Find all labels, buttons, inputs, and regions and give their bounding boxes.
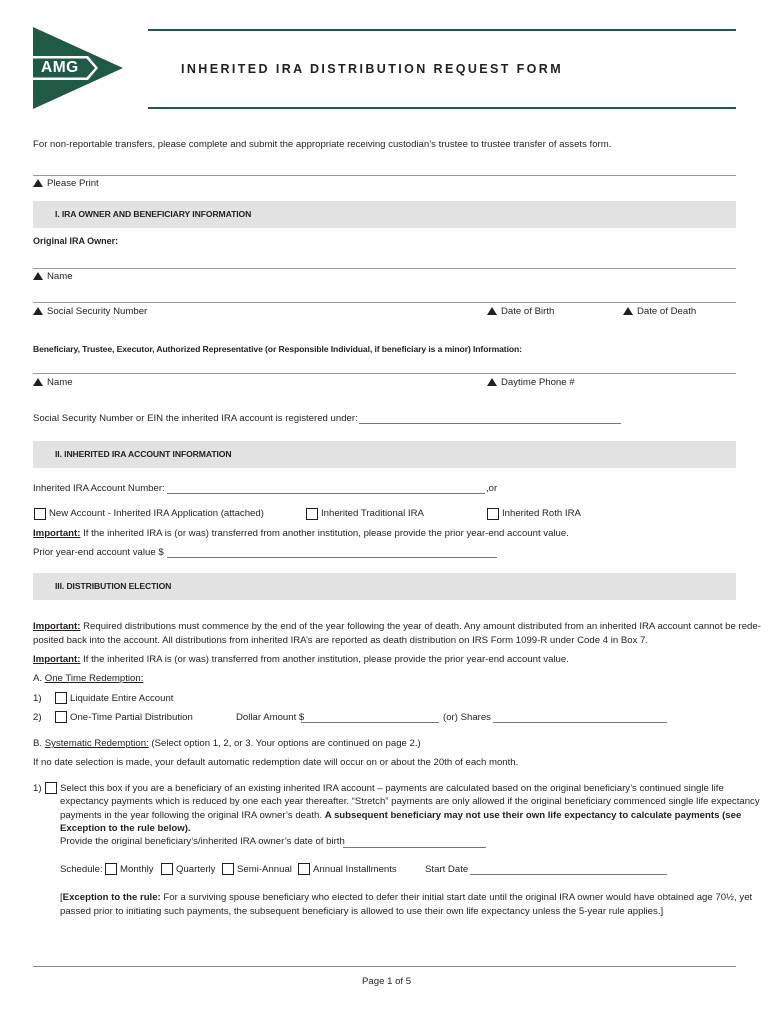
dollar-amount-field[interactable] bbox=[301, 712, 439, 723]
stretch-checkbox[interactable] bbox=[45, 782, 57, 794]
prior-value-label: Prior year-end account value $ bbox=[33, 547, 164, 558]
dollar-amount-label: Dollar Amount $ bbox=[236, 712, 305, 723]
triangle-icon bbox=[623, 307, 633, 315]
section1-heading: I. IRA OWNER AND BENEFICIARY INFORMATION bbox=[55, 209, 252, 219]
partial-distribution-checkbox[interactable] bbox=[55, 711, 67, 723]
systematic-redemption-heading: B. Systematic Redemption: (Select option 1, 2, or 3. Your options are continued on page 2.) bbox=[33, 738, 421, 749]
form-title: INHERITED IRA DISTRIBUTION REQUEST FORM bbox=[181, 62, 564, 76]
section3-important-2: Important: If the inherited IRA is (or was) transferred from another institution, please provide the prior year-end account value. bbox=[33, 654, 569, 665]
new-account-checkbox[interactable] bbox=[34, 508, 46, 520]
print-rule bbox=[33, 175, 736, 176]
prior-value-field[interactable] bbox=[167, 547, 497, 558]
intro-text: For non-reportable transfers, please complete and submit the appropriate receiving custodian’s trustee to trustee transfer of assets form. bbox=[33, 139, 612, 150]
footer-rule bbox=[33, 966, 736, 967]
start-date-field[interactable] bbox=[470, 864, 667, 875]
a2-number: 2) bbox=[33, 712, 42, 723]
monthly-checkbox[interactable] bbox=[105, 863, 117, 875]
please-print: Please Print bbox=[33, 178, 99, 190]
or-shares-label: (or) Shares bbox=[443, 712, 491, 723]
one-time-redemption-heading: A. One Time Redemption: bbox=[33, 673, 144, 684]
triangle-icon bbox=[487, 378, 497, 386]
semi-annual-label: Semi-Annual bbox=[237, 864, 292, 875]
section3-heading: III. DISTRIBUTION ELECTION bbox=[55, 581, 172, 591]
daytime-phone-label: Daytime Phone # bbox=[487, 377, 575, 389]
section3-important-1: Important: Required distributions must commence by the end of the year following the year of death. Any amount distributed from an inherited IRA account cannot be rede- posited back into the account. All distributions from inherited IRA’s are reported as death distribution on IRS Form 1099-R under Code 4 in Box 7. bbox=[33, 621, 761, 646]
b1-number: 1) bbox=[33, 783, 42, 794]
exception-text: [Exception to the rule: For a surviving spouse beneficiary who elected to defer their initial start date until the original IRA owner would have obtained age 70½, yet passed prior to initiating such payments, the subsequent beneficiary is allowed to use their own life expectancy unless the 5-year rule applies.] bbox=[60, 892, 753, 917]
a1-number: 1) bbox=[33, 693, 42, 704]
section2-band bbox=[33, 441, 736, 468]
annual-installments-label: Annual Installments bbox=[313, 864, 397, 875]
schedule-label: Schedule: bbox=[60, 864, 103, 875]
section2-heading: II. INHERITED IRA ACCOUNT INFORMATION bbox=[55, 449, 232, 459]
triangle-icon bbox=[487, 307, 497, 315]
shares-field[interactable] bbox=[493, 712, 667, 723]
quarterly-label: Quarterly bbox=[176, 864, 216, 875]
roth-ira-checkbox[interactable] bbox=[487, 508, 499, 520]
beneficiary-heading: Beneficiary, Trustee, Executor, Authorized Representative (or Responsible Individual, if beneficiary is a minor) Information: bbox=[33, 344, 522, 354]
account-or: ,or bbox=[486, 483, 498, 494]
semi-annual-checkbox[interactable] bbox=[222, 863, 234, 875]
new-account-label: New Account - Inherited IRA Application (attached) bbox=[49, 508, 264, 519]
annual-installments-checkbox[interactable] bbox=[298, 863, 310, 875]
owner-dob-label: Date of Birth bbox=[487, 306, 554, 318]
triangle-icon bbox=[33, 307, 43, 315]
triangle-icon bbox=[33, 179, 43, 187]
traditional-ira-label: Inherited Traditional IRA bbox=[321, 508, 424, 519]
no-date-note: If no date selection is made, your default automatic redemption date will occur on or about the 20th of each month. bbox=[33, 757, 519, 768]
owner-name-field[interactable] bbox=[33, 268, 736, 269]
triangle-icon bbox=[33, 378, 43, 386]
page-number: Page 1 of 5 bbox=[362, 976, 412, 987]
liquidate-checkbox[interactable] bbox=[55, 692, 67, 704]
quarterly-checkbox[interactable] bbox=[161, 863, 173, 875]
start-date-label: Start Date bbox=[425, 864, 469, 875]
logo-text: AMG bbox=[41, 59, 79, 76]
owner-ssn-field[interactable] bbox=[33, 302, 736, 303]
traditional-ira-checkbox[interactable] bbox=[306, 508, 318, 520]
roth-ira-label: Inherited Roth IRA bbox=[502, 508, 581, 519]
original-owner-label: Original IRA Owner: bbox=[33, 236, 119, 246]
ssn-ein-label: Social Security Number or EIN the inherited IRA account is registered under: bbox=[33, 413, 358, 424]
amg-logo bbox=[33, 27, 123, 109]
stretch-text: Select this box if you are a beneficiary of an existing inherited IRA account – payments are calculated based on the original beneficiary’s continued single life expectancy payments which is reduced by one each year thereafter. “Stretch” payments are only allowed if the original beneficiary commenced single life expectancy payments in the year following the original IRA owner’s death. A subsequent beneficiary may not use their own life expectancy to calculate payments (see Exception to the rule below). Provide the original beneficiary’s/inherited IRA owner’s date of birth bbox=[60, 783, 760, 848]
owner-dod-label: Date of Death bbox=[623, 306, 696, 318]
account-number-field[interactable] bbox=[167, 483, 485, 494]
beneficiary-name-label: Name bbox=[33, 377, 73, 389]
monthly-label: Monthly bbox=[120, 864, 154, 875]
original-dob-field[interactable] bbox=[343, 837, 486, 848]
account-number-label: Inherited IRA Account Number: bbox=[33, 483, 165, 494]
owner-ssn-label: Social Security Number bbox=[33, 306, 147, 318]
header-bottom-rule bbox=[148, 107, 736, 109]
ssn-ein-field[interactable] bbox=[359, 413, 621, 424]
beneficiary-name-field[interactable] bbox=[33, 373, 736, 374]
triangle-icon bbox=[33, 272, 43, 280]
liquidate-label: Liquidate Entire Account bbox=[70, 693, 174, 704]
section3-band bbox=[33, 573, 736, 600]
section2-important: Important: If the inherited IRA is (or was) transferred from another institution, please provide the prior year-end account value. bbox=[33, 528, 569, 539]
header-top-rule bbox=[148, 29, 736, 31]
section1-band bbox=[33, 201, 736, 228]
partial-distribution-label: One-Time Partial Distribution bbox=[70, 712, 193, 723]
owner-name-label: Name bbox=[33, 271, 73, 283]
